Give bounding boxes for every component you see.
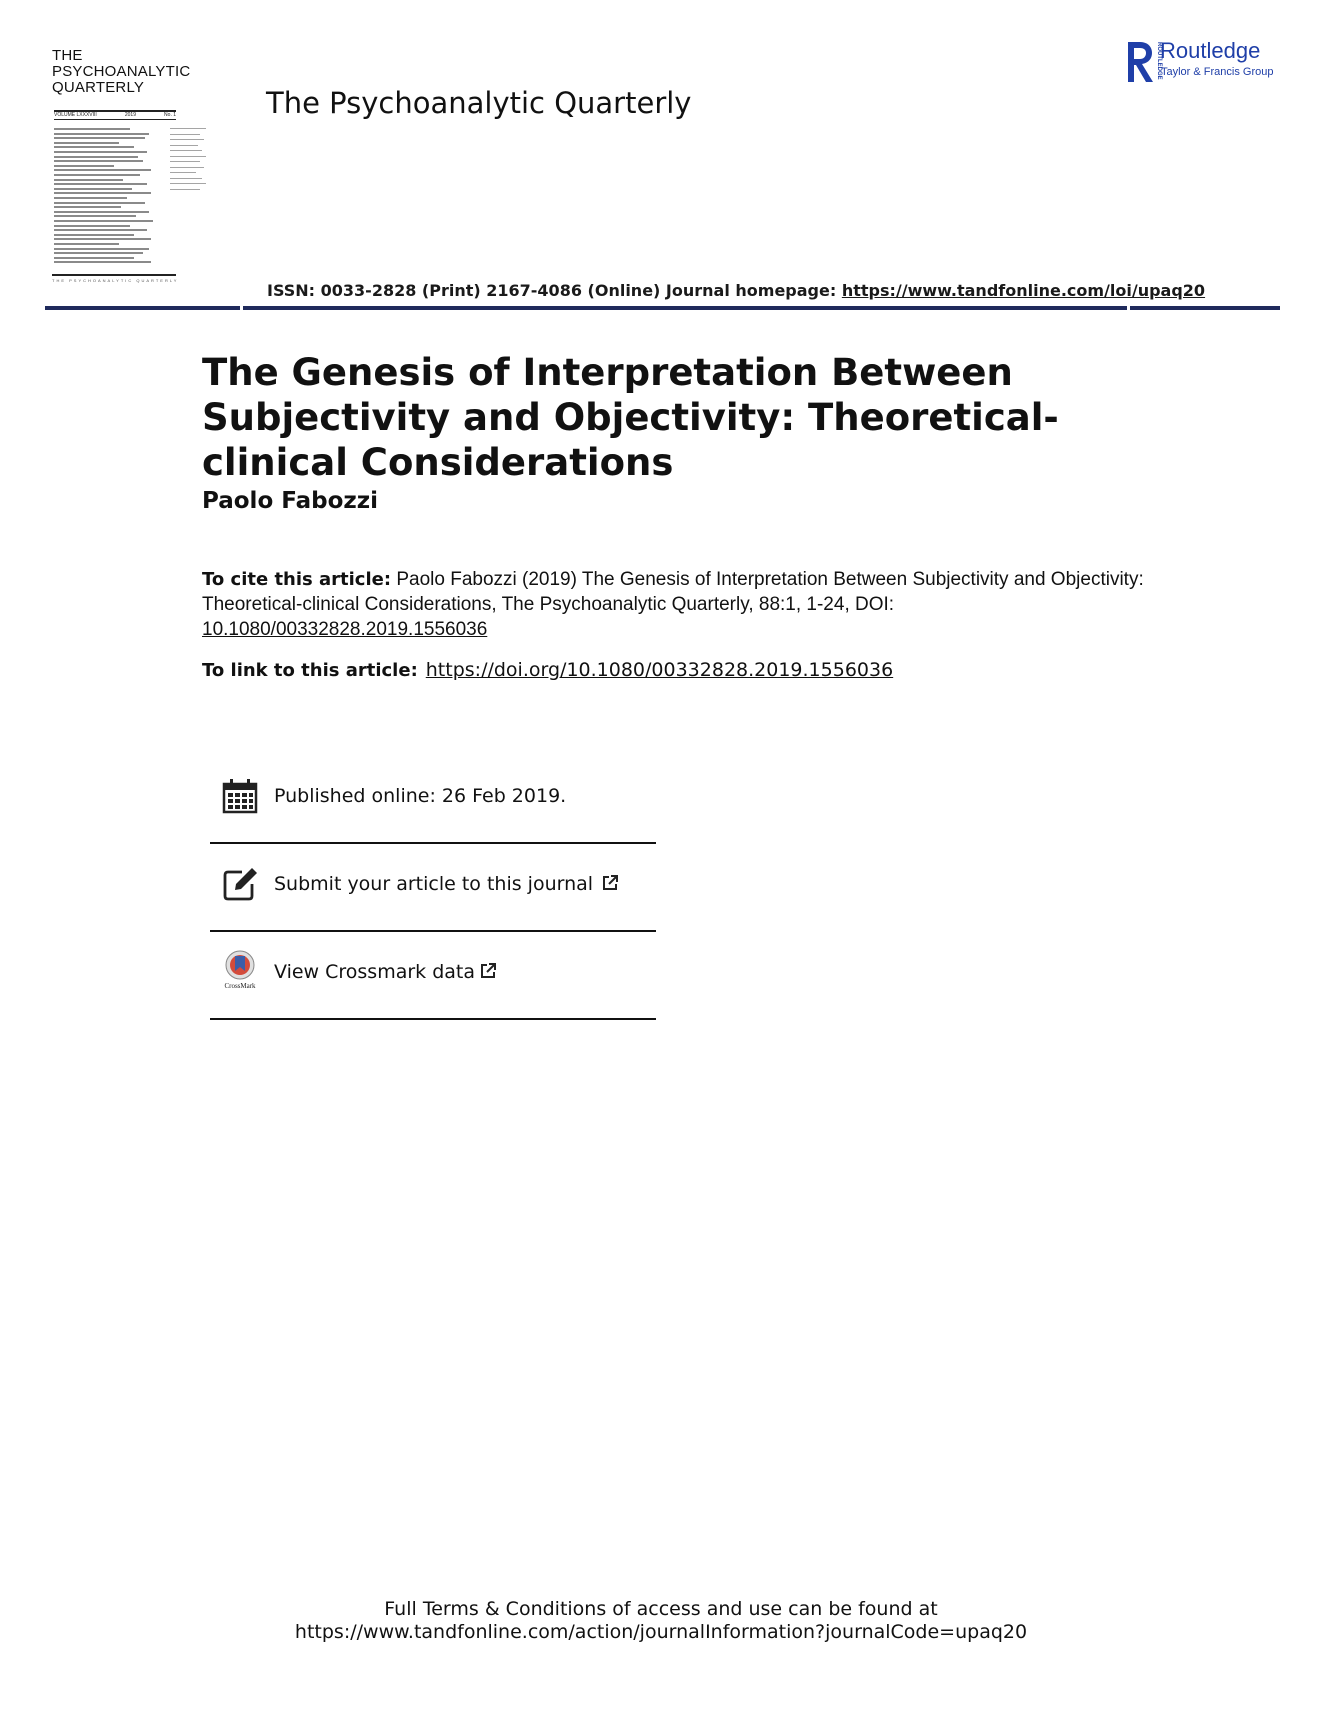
article-author: Paolo Fabozzi bbox=[202, 488, 379, 514]
cover-contents-line bbox=[170, 189, 200, 190]
cover-contents-line bbox=[54, 160, 143, 162]
cover-contents-line bbox=[170, 178, 202, 179]
routledge-vertical-text bbox=[1150, 40, 1160, 84]
cover-contents-line bbox=[54, 179, 123, 181]
cover-title-line-3: QUARTERLY bbox=[52, 79, 145, 96]
cover-contents-line bbox=[54, 225, 130, 227]
cover-title-line-1: THE bbox=[52, 47, 83, 64]
cover-contents-line bbox=[54, 252, 143, 254]
issn-text: ISSN: 0033-2828 (Print) 2167-4086 (Online) Journal homepage: bbox=[267, 281, 842, 300]
cover-contents-line bbox=[54, 257, 134, 259]
cover-contents-line bbox=[54, 137, 145, 139]
cover-title-line-2: PSYCHOANALYTIC bbox=[52, 63, 191, 80]
cover-contents-line bbox=[54, 220, 153, 222]
cover-contents-line bbox=[54, 192, 151, 194]
crossmark-icon bbox=[222, 948, 258, 992]
cover-contents-line bbox=[54, 243, 119, 245]
cover-contents-line bbox=[54, 169, 151, 171]
footer-terms-line: Full Terms & Conditions of access and use can be found at bbox=[384, 1598, 938, 1620]
cover-volume-bar bbox=[54, 110, 176, 120]
cover-contents-line bbox=[54, 211, 149, 213]
cover-contents-line bbox=[54, 142, 119, 144]
crossmark-badge-label: CrossMark bbox=[224, 982, 256, 990]
cover-contents-line bbox=[170, 139, 204, 140]
cover-contents-line bbox=[54, 215, 136, 217]
cover-contents-line bbox=[170, 145, 198, 146]
crossmark-row[interactable] bbox=[210, 930, 656, 1020]
journal-cover-thumbnail bbox=[52, 47, 191, 290]
cover-contents-line bbox=[54, 229, 147, 231]
cover-contents-line bbox=[54, 183, 147, 185]
cover-contents-line bbox=[54, 156, 138, 158]
cover-contents-line bbox=[54, 174, 140, 176]
cover-contents-line bbox=[54, 165, 114, 167]
cover-year: 2019 bbox=[124, 112, 136, 118]
cover-contents-line bbox=[54, 133, 149, 135]
article-doi-url[interactable]: https://doi.org/10.1080/00332828.2019.1556036 bbox=[425, 659, 894, 681]
citation-doi-link[interactable]: 10.1080/00332828.2019.1556036 bbox=[202, 619, 488, 640]
citation-text: Paolo Fabozzi (2019) The Genesis of Interpretation Between Subjectivity and Objectivity: Theoretical-clinical Considerations, The Psychoanalytic Quarterly, 88:1, 1-24, DOI: bbox=[202, 569, 1144, 615]
published-date: Published online: 26 Feb 2019. bbox=[274, 785, 567, 807]
cover-bottom-rule bbox=[52, 274, 176, 276]
external-link-icon bbox=[601, 874, 619, 892]
crossmark-link[interactable] bbox=[274, 961, 497, 983]
cover-contents-line bbox=[54, 202, 145, 204]
citation-block bbox=[202, 567, 1152, 642]
journal-title: The Psychoanalytic Quarterly bbox=[266, 86, 692, 120]
routledge-tagline: Taylor & Francis Group bbox=[1161, 66, 1274, 78]
calendar-icon bbox=[222, 778, 258, 814]
routledge-name: Routledge bbox=[1160, 38, 1261, 63]
cover-contents-line bbox=[54, 238, 151, 240]
published-row bbox=[210, 754, 656, 844]
cover-number: No. 1 bbox=[164, 112, 176, 118]
routledge-vertical-label: ROUTLEDGE bbox=[1156, 42, 1162, 80]
edit-icon bbox=[222, 866, 258, 902]
cover-contents-line bbox=[170, 156, 206, 157]
footer bbox=[0, 1598, 1322, 1644]
issn-line bbox=[267, 281, 1205, 300]
article-title: The Genesis of Interpretation Between Subjectivity and Objectivity: Theoretical-clinical Considerations bbox=[202, 351, 1059, 484]
cover-contents-line bbox=[54, 188, 132, 190]
submit-article-link[interactable] bbox=[274, 873, 619, 895]
article-link-label: To link to this article: bbox=[202, 660, 418, 681]
cover-contents-line bbox=[54, 146, 134, 148]
citation-label: To cite this article: bbox=[202, 569, 392, 590]
cover-contents-line bbox=[54, 128, 130, 130]
cover-contents-line bbox=[170, 172, 196, 173]
article-link-line bbox=[202, 659, 893, 681]
cover-bottom-banner: THE PSYCHOANALYTIC QUARTERLY bbox=[52, 278, 179, 283]
cover-contents-line bbox=[54, 197, 127, 199]
cover-contents-line bbox=[170, 167, 204, 168]
routledge-logo bbox=[1126, 38, 1286, 86]
submit-article-label[interactable]: Submit your article to this journal bbox=[274, 873, 594, 895]
cover-contents-line bbox=[170, 183, 206, 184]
cover-contents-line bbox=[170, 161, 200, 162]
crossmark-label[interactable]: View Crossmark data bbox=[274, 961, 476, 983]
header-rule bbox=[45, 306, 1280, 310]
cover-contents-line bbox=[54, 248, 149, 250]
external-link-icon bbox=[479, 962, 497, 980]
cover-contents-line bbox=[170, 150, 202, 151]
submit-article-row[interactable] bbox=[210, 842, 656, 932]
cover-contents-line bbox=[54, 261, 151, 263]
cover-contents-line bbox=[54, 234, 134, 236]
cover-contents-line bbox=[170, 134, 200, 135]
journal-homepage-link[interactable]: https://www.tandfonline.com/loi/upaq20 bbox=[841, 281, 1206, 300]
cover-contents-line bbox=[170, 128, 206, 129]
cover-contents-line bbox=[54, 206, 121, 208]
cover-volume: VOLUME LXXXVIII bbox=[54, 112, 97, 118]
cover-contents-line bbox=[54, 151, 147, 153]
footer-terms-url[interactable]: https://www.tandfonline.com/action/journalInformation?journalCode=upaq20 bbox=[294, 1621, 1028, 1643]
